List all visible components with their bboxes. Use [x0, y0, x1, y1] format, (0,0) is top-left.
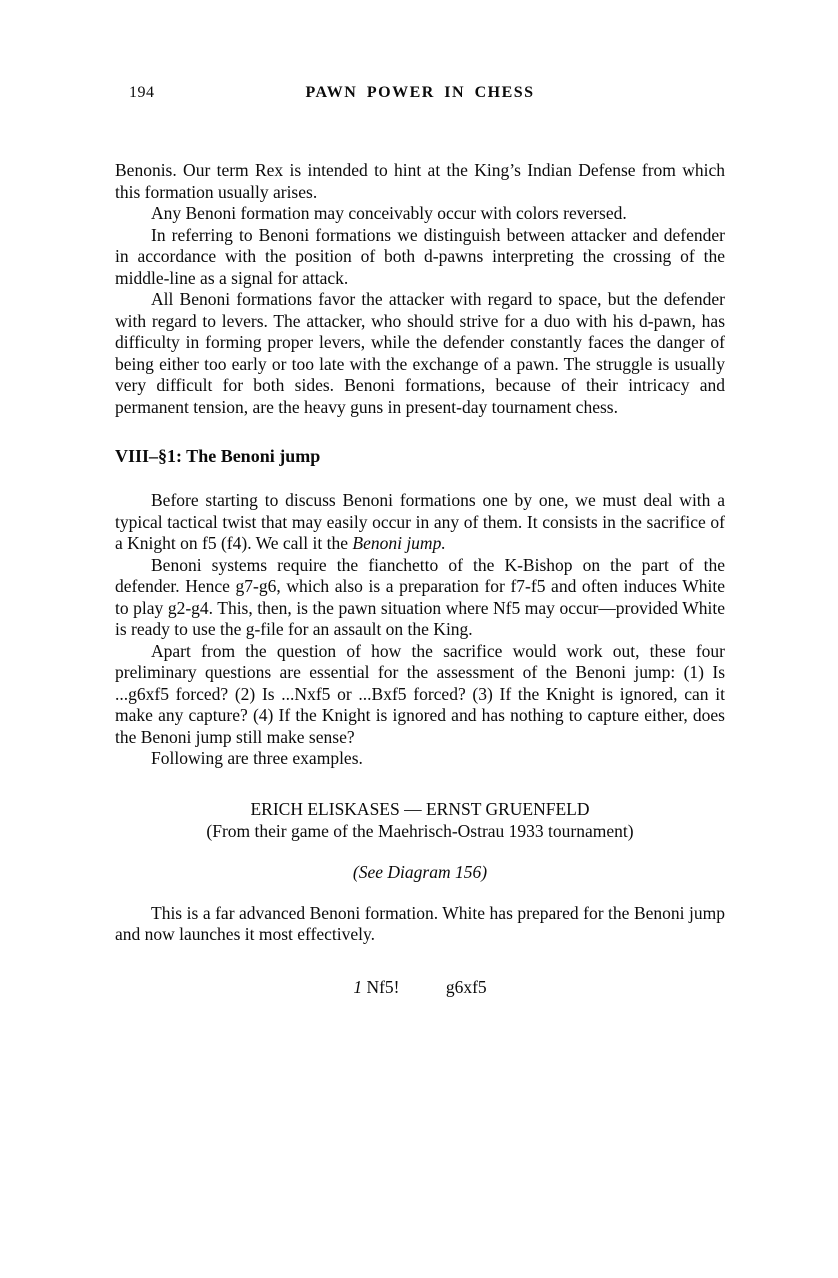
- players-line: ERICH ELISKASES — ERNST GRUENFELD: [250, 798, 590, 819]
- running-title: PAWN POWER IN CHESS: [305, 84, 535, 101]
- paragraph-in-referring: In referring to Benoni formations we distinguish between attacker and defender in accordance with the position of both d-pawns interpreting the crossing of the middle-line as a signal for attack.: [115, 224, 725, 288]
- black-move: g6xf5: [445, 976, 487, 997]
- paragraph-this-is: This is a far advanced Benoni formation. White has prepared for the Benoni jump and now launches it most effectively.: [115, 902, 725, 944]
- section-heading: VIII–§1: The Benoni jump: [115, 446, 321, 466]
- move-line: [115, 976, 725, 998]
- page-number: 194: [129, 84, 155, 101]
- benoni-jump-italic: Benoni jump.: [352, 533, 446, 553]
- paragraph-following: Following are three examples.: [151, 748, 363, 768]
- body-text: [115, 160, 725, 998]
- game-header: [115, 798, 725, 842]
- tournament-line: (From their game of the Maehrisch-Ostrau 1933 tournament): [206, 820, 634, 841]
- paragraph-before-starting-text: Before starting to discuss Benoni formations one by one, we must deal with a typical tactical twist that may easily occur in any of them. It consists in the sacrifice of a Knight on f5 (f4). We call it the: [115, 490, 725, 553]
- paragraph-before-starting: [115, 490, 725, 555]
- move-number: 1: [353, 976, 363, 997]
- paragraph-apart-from: Apart from the question of how the sacrifice would work out, these four preliminary questions are essential for the assessment of the Benoni jump: (1) Is ...g6xf5 forced? (2) Is ...Nxf5 or ...Bxf5 forced? (3) If the Knight is ignored, can it make any capture? (4) If the Knight is ignored and has nothing to capture either, does the Benoni jump still make sense?: [115, 640, 725, 747]
- paragraph-any-benoni: Any Benoni formation may conceivably occur with colors reversed.: [151, 203, 627, 223]
- running-header: [115, 84, 725, 106]
- paragraph-benonis: Benonis. Our term Rex is intended to hint at the King’s Indian Defense from which this formation usually arises.: [115, 160, 725, 202]
- white-move: Nf5!: [366, 976, 400, 997]
- paragraph-all-benoni: All Benoni formations favor the attacker with regard to space, but the defender with regard to levers. The attacker, who should strive for a duo with his d-pawn, has difficulty in forming proper levers, while the defender constantly faces the danger of being either too early or too late with the exchange of a pawn. The struggle is usually very difficult for both sides. Benoni formations, because of their intricacy and permanent tension, are the heavy guns in present-day tournament chess.: [115, 289, 725, 417]
- diagram-reference: (See Diagram 156): [352, 861, 488, 882]
- paragraph-benoni-systems: Benoni systems require the fianchetto of the K-Bishop on the part of the defender. Hence g7-g6, which also is a preparation for f7-f5 and often induces White to play g2-g4. This, then, is the pawn situation where Nf5 may occur—provided White is ready to use the g-file for an assault on the King.: [115, 554, 725, 639]
